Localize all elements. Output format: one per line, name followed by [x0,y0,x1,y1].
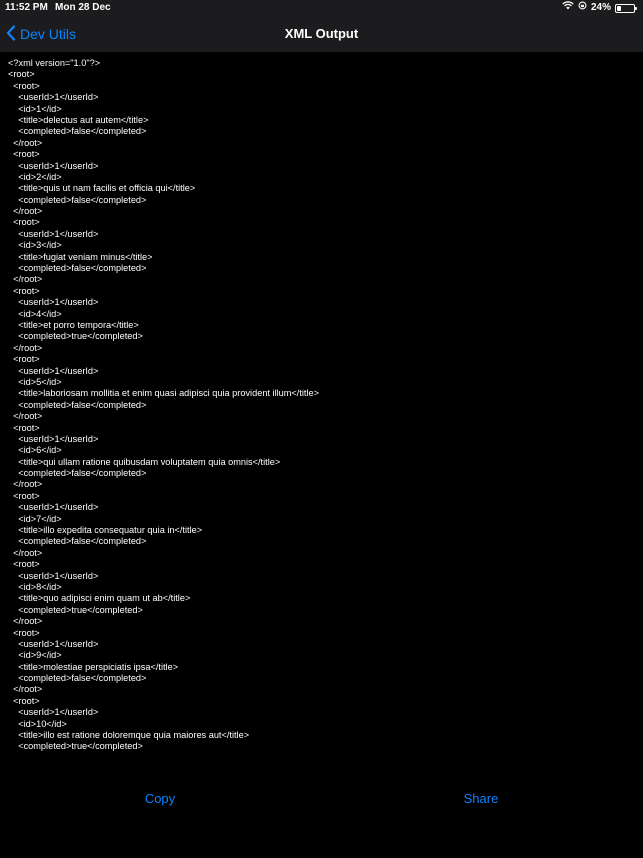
xml-line: </root> [8,274,43,285]
xml-line: <id>4</id> [8,308,62,319]
xml-line: <root> [8,69,35,80]
xml-line: <completed>false</completed> [8,468,147,479]
xml-line: <title>illo est ratione doloremque quia maiores aut</title> [8,730,250,741]
xml-line: <title>quo adipisci enim quam ut ab</title> [8,593,191,604]
xml-line: <completed>false</completed> [8,263,147,274]
xml-line: </root> [8,616,43,627]
xml-line: <id>3</id> [8,240,62,251]
xml-line: <userId>1</userId> [8,502,99,513]
battery-icon [615,4,635,13]
xml-line: <root> [8,217,40,228]
xml-line: <id>1</id> [8,103,62,114]
status-bar [0,0,643,16]
orientation-lock-icon [578,0,587,16]
xml-line: <completed>false</completed> [8,194,147,205]
xml-line: <title>quis ut nam facilis et officia qui</title> [8,183,196,194]
xml-line: <userId>1</userId> [8,365,99,376]
xml-line: <id>9</id> [8,650,62,661]
status-time: 11:52 PM [5,2,48,13]
xml-line: <title>delectus aut autem</title> [8,114,149,125]
share-button[interactable]: Share [463,791,499,806]
xml-line: <title>fugiat veniam minus</title> [8,251,153,262]
xml-line: </root> [8,137,43,148]
xml-line: <id>10</id> [8,718,67,729]
back-button-label: Dev Utils [20,26,77,42]
xml-line: <completed>false</completed> [8,673,147,684]
navigation-bar [0,16,643,52]
battery-percent: 24% [590,2,611,13]
xml-line: <id>8</id> [8,581,62,592]
xml-line: <title>illo expedita consequatur quia in</title> [8,525,203,536]
xml-line: <root> [8,695,40,706]
xml-line: <completed>false</completed> [8,126,147,137]
wifi-icon [562,0,574,16]
battery-fill [617,6,621,11]
xml-line: <userId>1</userId> [8,160,99,171]
status-date: Mon 28 Dec [55,2,111,13]
xml-line: <userId>1</userId> [8,570,99,581]
xml-line: <root> [8,422,40,433]
xml-line: <completed>false</completed> [8,536,147,547]
xml-line: <userId>1</userId> [8,707,99,718]
xml-line: <userId>1</userId> [8,638,99,649]
xml-line: <title>et porro tempora</title> [8,319,139,330]
xml-line: <root> [8,559,40,570]
xml-line: </root> [8,684,43,695]
xml-line: <completed>true</completed> [8,741,143,752]
xml-line: </root> [8,547,43,558]
xml-line: <?xml version="1.0"?> [8,58,101,68]
xml-line: <userId>1</userId> [8,228,99,239]
xml-line: <root> [8,80,40,91]
xml-line: <userId>1</userId> [8,433,99,444]
xml-output-text[interactable] [8,58,635,752]
xml-line: <title>molestiae perspiciatis ipsa</title> [8,661,179,672]
xml-line: <completed>true</completed> [8,331,143,342]
xml-line: <id>5</id> [8,376,62,387]
xml-line: </root> [8,479,43,490]
xml-line: </root> [8,342,43,353]
xml-line: <id>7</id> [8,513,62,524]
xml-line: <userId>1</userId> [8,92,99,103]
xml-line: <root> [8,149,40,160]
page-title: XML Output [284,26,359,41]
xml-line: <title>qui ullam ratione quibusdam voluptatem quia omnis</title> [8,456,281,467]
xml-line: <completed>true</completed> [8,604,143,615]
xml-line: <id>2</id> [8,171,62,182]
xml-line: </root> [8,411,43,422]
xml-line: <id>6</id> [8,445,62,456]
xml-line: <root> [8,627,40,638]
status-indicators [562,0,635,16]
xml-line: <root> [8,490,40,501]
xml-line: <root> [8,285,40,296]
xml-line: </root> [8,206,43,217]
xml-line: <completed>false</completed> [8,399,147,410]
xml-line: <root> [8,354,40,365]
xml-line: <userId>1</userId> [8,297,99,308]
xml-line: <title>laboriosam mollitia et enim quasi adipisci quia provident illum</title> [8,388,319,399]
action-bar [0,780,643,818]
copy-button[interactable]: Copy [144,791,176,806]
